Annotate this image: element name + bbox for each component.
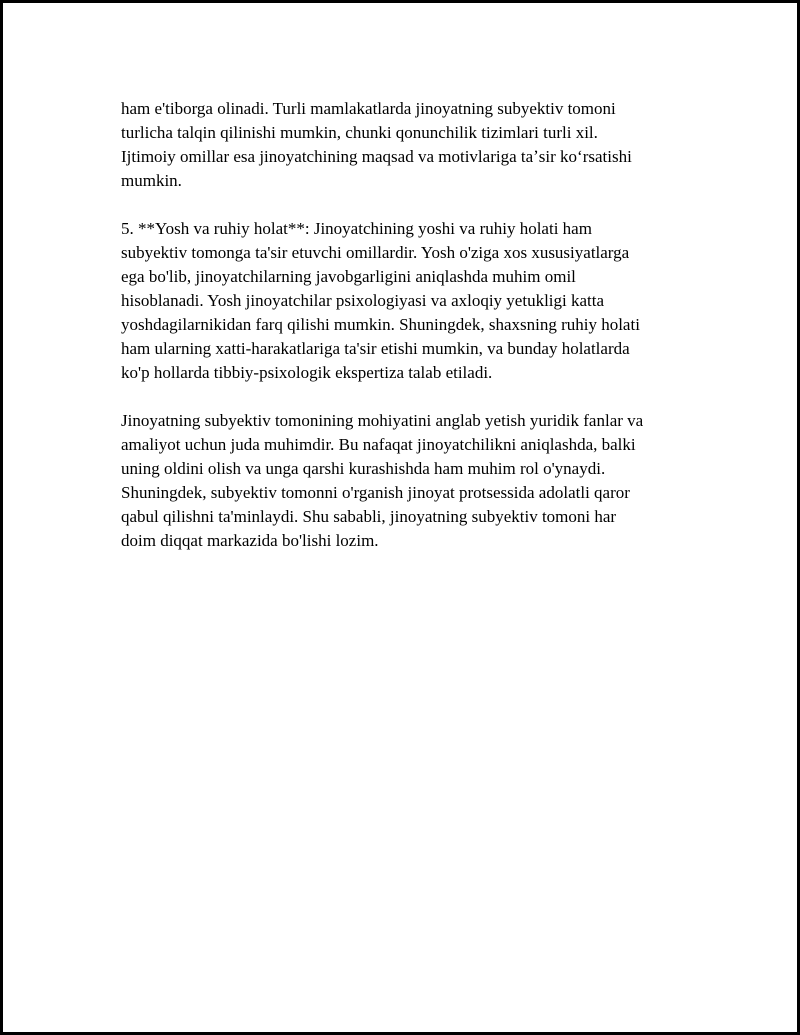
text-line: subyektiv tomonga ta'sir etuvchi omillardir. Yosh o'ziga xos xususiyatlarga [121,243,630,262]
text-line: Ijtimoiy omillar esa jinoyatchining maqsad va motivlariga taʼsir koʻrsatishi [121,147,632,166]
text-line: turlicha talqin qilinishi mumkin, chunki qonunchilik tizimlari turli xil. [121,123,598,142]
paragraph-age-and-mental-state [121,217,721,385]
text-line: qabul qilishni ta'minlaydi. Shu sababli, jinoyatning subyektiv tomoni har [121,507,617,526]
text-line: amaliyot uchun juda muhimdir. Bu nafaqat jinoyatchilikni aniqlashda, balki [121,435,636,454]
text-line: yoshdagilarnikidan farq qilishi mumkin. Shuningdek, shaxsning ruhiy holati [121,315,640,334]
text-line: mumkin. [121,171,182,190]
text-line: ham ularning xatti-harakatlariga ta'sir etishi mumkin, va bunday holatlarda [121,339,630,358]
document-body [121,97,721,577]
text-line: ko'p hollarda tibbiy-psixologik ekspertiza talab etiladi. [121,363,493,382]
paragraph-subjective-side-intro [121,97,721,193]
text-line: uning oldini olish va unga qarshi kurashishda ham muhim rol o'ynaydi. [121,459,606,478]
text-line: ega bo'lib, jinoyatchilarning javobgarligini aniqlashda muhim omil [121,267,576,286]
text-line: 5. **Yosh va ruhiy holat**: Jinoyatchining yoshi va ruhiy holati ham [121,219,592,238]
text-line: ham e'tiborga olinadi. Turli mamlakatlarda jinoyatning subyektiv tomoni [121,99,616,118]
text-line: hisoblanadi. Yosh jinoyatchilar psixologiyasi va axloqiy yetukligi katta [121,291,605,310]
text-line: Shuningdek, subyektiv tomonni o'rganish jinoyat protsessida adolatli qaror [121,483,630,502]
text-line: doim diqqat markazida bo'lishi lozim. [121,531,379,550]
paragraph-conclusion [121,409,721,553]
text-line: Jinoyatning subyektiv tomonining mohiyatini anglab yetish yuridik fanlar va [121,411,644,430]
